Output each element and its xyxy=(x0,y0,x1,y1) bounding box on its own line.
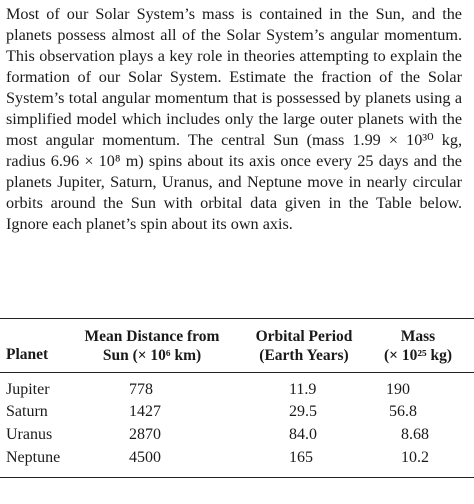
header-period-line2: (Earth Years) xyxy=(259,347,349,364)
table-cell-distance: 4500 xyxy=(129,449,161,466)
header-period-line1: Orbital Period xyxy=(255,328,353,345)
header-planet xyxy=(6,345,48,364)
table-cell-period: 11.9 xyxy=(289,381,317,398)
table-cell-distance: 2870 xyxy=(129,426,161,443)
table-cell-mass: 8.68 xyxy=(401,426,429,443)
header-planet-label: Planet xyxy=(6,346,49,363)
table-cell-distance: 778 xyxy=(129,381,153,398)
table-cell-mass: 190 xyxy=(386,381,410,398)
table-cell-planet: Uranus xyxy=(6,426,53,443)
problem-statement: Most of our Solar System’s mass is contained in the Sun, and the planets possess almost all of the Solar System’s angular momentum. This observation plays a key role in theories attempting to explain the formation of our Solar System. Estimate the fraction of the Solar System’s total angular momentum that is possessed by planets using a simplified model which includes only the large outer planets with the most angular momentum. The central Sun (mass 1.99 × 10³⁰ kg, radius 6.96 × 10⁸ m) spins about its axis once every 25 days and the planets Jupiter, Saturn, Uranus, and Neptune move in nearly circular orbits around the Sun with orbital data given in the Table below. Ignore each planet’s spin about its own axis. xyxy=(6,5,462,233)
table-cell-period: 165 xyxy=(289,449,313,466)
header-mass-line2: (× 10²⁵ kg) xyxy=(383,347,453,364)
table-cell-mass: 56.8 xyxy=(389,403,417,420)
table-cell-distance: 1427 xyxy=(129,403,161,420)
table-cell-planet: Neptune xyxy=(6,449,61,466)
table-header-rule xyxy=(0,372,474,373)
table-top-rule xyxy=(0,318,474,319)
header-period xyxy=(244,327,364,365)
header-distance-line2: Sun (× 10⁶ km) xyxy=(102,347,202,364)
table-cell-planet: Saturn xyxy=(6,403,48,420)
header-distance xyxy=(72,327,232,365)
header-distance-line1: Mean Distance from xyxy=(84,328,220,345)
table-cell-mass: 10.2 xyxy=(401,449,429,466)
table-cell-planet: Jupiter xyxy=(6,381,50,398)
table-cell-period: 84.0 xyxy=(289,426,317,443)
table-cell-period: 29.5 xyxy=(289,403,317,420)
header-mass xyxy=(370,327,466,365)
table-bottom-rule xyxy=(0,477,474,478)
header-mass-line1: Mass xyxy=(400,328,436,345)
